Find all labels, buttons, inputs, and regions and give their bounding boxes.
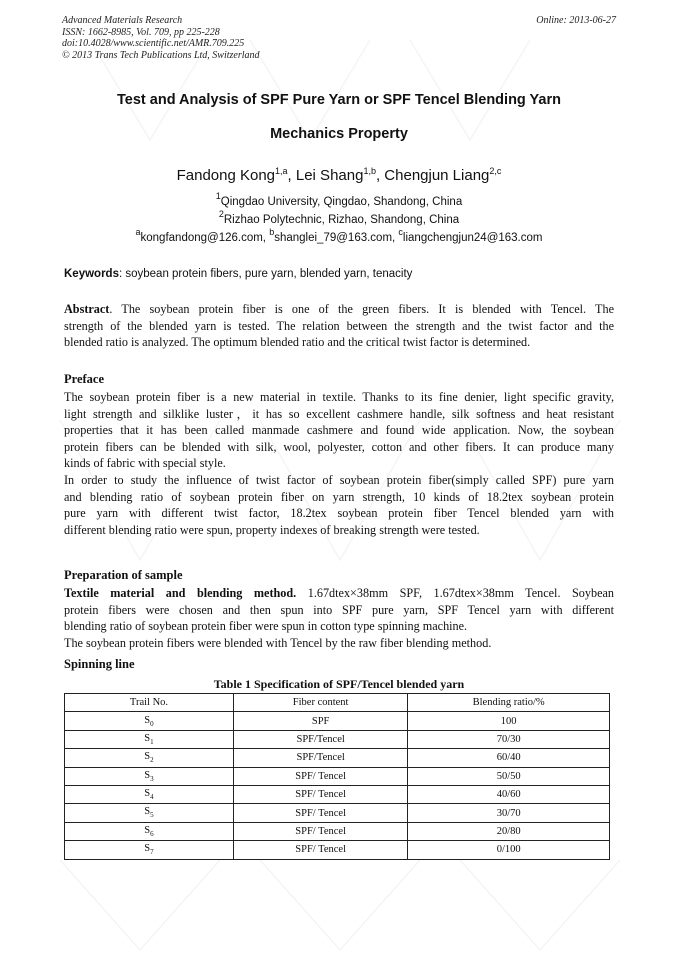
trail-subscript: 7 xyxy=(150,848,154,857)
preparation-line: The soybean protein fibers were blended with Tencel by the raw fiber blending method. xyxy=(64,635,492,650)
spinning-heading: Spinning line xyxy=(64,657,135,671)
preface-body xyxy=(64,389,614,538)
keywords xyxy=(64,268,412,280)
trail-symbol: S xyxy=(144,732,151,744)
fiber-cell: SPF/ Tencel xyxy=(233,785,407,803)
table-row xyxy=(65,712,610,730)
fiber-cell: SPF/ Tencel xyxy=(233,841,407,859)
journal-name: Advanced Materials Research xyxy=(62,15,183,26)
ratio-cell: 100 xyxy=(408,712,610,730)
preparation-body xyxy=(64,585,614,651)
preparation-label: Textile material and blending method. xyxy=(64,586,297,600)
email-text: liangchengjun24@163.com xyxy=(402,232,543,244)
fiber-cell: SPF/Tencel xyxy=(233,749,407,767)
email-text: shanglei_79@163.com, xyxy=(274,232,399,244)
fiber-cell: SPF/Tencel xyxy=(233,730,407,748)
trail-symbol: S xyxy=(144,788,151,800)
specification-table xyxy=(64,693,610,860)
trail-cell xyxy=(65,785,234,803)
author-list: Fandong Kong$^{1,a}$, Lei Shang$^{1,b}$, Chengjun Liang$^{2,c}$ xyxy=(176,166,502,184)
table-row xyxy=(65,841,610,859)
trail-subscript: 5 xyxy=(150,811,154,820)
table-row xyxy=(65,804,610,822)
copyright-line: © 2013 Trans Tech Publications Ltd, Switzerland xyxy=(62,49,260,61)
abstract-line: strength of the blended yarn is tested. The relation between the strength and the twist factor and the xyxy=(64,318,614,333)
abstract xyxy=(64,301,614,351)
preface-line: different blending ratio were spun, property indexes of breaking strength were tested. xyxy=(64,522,480,537)
ratio-cell: 30/70 xyxy=(408,804,610,822)
table-header-cell: Trail No. xyxy=(65,694,234,712)
abstract-line xyxy=(64,301,614,318)
author-name: Fandong Kong xyxy=(176,167,276,184)
author-sup: 1,a xyxy=(275,166,288,176)
table-header-cell: Blending ratio/% xyxy=(408,694,610,712)
author-name: Lei Shang xyxy=(295,167,364,184)
table-row xyxy=(65,822,610,840)
trail-subscript: 4 xyxy=(150,793,154,802)
paper-title-line2: Mechanics Property xyxy=(270,126,408,142)
preface-line: kinds of fabric with special style. xyxy=(64,456,226,471)
table-row xyxy=(65,730,610,748)
trail-symbol: S xyxy=(144,824,151,836)
abstract-label: Abstract xyxy=(64,302,110,316)
email-text: kongfandong@126.com, xyxy=(140,232,270,244)
preparation-line xyxy=(64,585,614,602)
affiliation-sup: 2 xyxy=(218,209,224,219)
trail-symbol: S xyxy=(144,751,151,763)
ratio-cell: 20/80 xyxy=(408,822,610,840)
preface-line: In order to study the influence of twist factor of soybean protein fiber(simply called SPF) pure yarn xyxy=(64,472,614,487)
affiliation-1 xyxy=(40,191,638,208)
trail-symbol: S xyxy=(144,769,151,781)
trail-subscript: 2 xyxy=(150,756,154,765)
fiber-cell: SPF/ Tencel xyxy=(233,804,407,822)
online-date: Online: 2013-06-27 xyxy=(536,15,616,26)
author-name: Chengjun Liang xyxy=(384,167,490,184)
ratio-cell: 50/50 xyxy=(408,767,610,785)
trail-subscript: 3 xyxy=(150,774,154,783)
trail-subscript: 0 xyxy=(150,719,154,728)
trail-cell xyxy=(65,767,234,785)
preface-line: light strength and silklike luster，it has so excellent cashmere handle, silk softness and heat resistant xyxy=(64,406,614,421)
preparation-heading: Preparation of sample xyxy=(64,568,183,582)
table-header-cell: Fiber content xyxy=(233,694,407,712)
abstract-text: . The soybean protein fiber is one of the green fibers. It is blended with Tencel. The xyxy=(109,302,614,316)
affiliation-sup: 1 xyxy=(215,191,221,201)
fiber-cell: SPF xyxy=(233,712,407,730)
abstract-line: blended ratio is analyzed. The optimum blended ratio and the critical twist factor is determined. xyxy=(64,335,531,350)
email-sup: a xyxy=(135,227,141,237)
trail-symbol: S xyxy=(144,843,151,855)
trail-cell xyxy=(65,841,234,859)
fiber-cell: SPF/ Tencel xyxy=(233,767,407,785)
preparation-text: 1.67dtex×38mm SPF, 1.67dtex×38mm Tencel. Soybean xyxy=(296,586,614,600)
email-sup: b xyxy=(269,227,275,237)
fiber-cell: SPF/ Tencel xyxy=(233,822,407,840)
affiliation-text: Qingdao University, Qingdao, Shandong, China xyxy=(220,196,463,208)
ratio-cell: 0/100 xyxy=(408,841,610,859)
trail-subscript: 6 xyxy=(150,829,154,838)
trail-symbol: S xyxy=(144,806,151,818)
preface-line: and blending ratio of soybean protein fiber on yarn strength, 10 kinds of 18.2tex soybean protein xyxy=(64,489,614,504)
trail-cell xyxy=(65,712,234,730)
ratio-cell: 70/30 xyxy=(408,730,610,748)
journal-header xyxy=(62,15,260,61)
affiliation-2 xyxy=(40,209,638,226)
table-row xyxy=(65,785,610,803)
trail-subscript: 1 xyxy=(150,738,154,747)
preparation-line: blending ratio of soybean protein fiber were spun in cotton type spinning machine. xyxy=(64,619,468,634)
preface-line: The soybean protein fiber is a new material in textile. Thanks to its fine denier, light specific gravity, xyxy=(64,390,614,404)
table-header-row xyxy=(65,694,610,712)
author-sup: 1,b xyxy=(363,166,376,176)
paper-title-line1: Test and Analysis of SPF Pure Yarn or SPF Tencel Blending Yarn xyxy=(117,92,561,108)
table-row xyxy=(65,749,610,767)
email-line xyxy=(40,227,638,244)
preface-line: properties that it has been called manmade cashmere and found wide application. Now, the soybean xyxy=(64,423,614,438)
preface-line: protein fibers can be blended with silk, wool, polyester, cotton and other fibers. It can produce many xyxy=(64,439,614,454)
ratio-cell: 60/40 xyxy=(408,749,610,767)
author-sup: 2,c xyxy=(489,166,502,176)
doi-line: doi:10.4028/www.scientific.net/AMR.709.225 xyxy=(62,38,245,49)
table-row xyxy=(65,767,610,785)
ratio-cell: 40/60 xyxy=(408,785,610,803)
trail-cell xyxy=(65,804,234,822)
issn-line: ISSN: 1662-8985, Vol. 709, pp 225-228 xyxy=(62,26,220,38)
trail-cell xyxy=(65,730,234,748)
trail-symbol: S xyxy=(144,714,151,726)
affiliation-text: Rizhao Polytechnic, Rizhao, Shandong, China xyxy=(223,214,460,226)
keywords-label: Keywords xyxy=(64,268,119,280)
preparation-line: protein fibers were chosen and then spun into SPF pure yarn, SPF Tencel yarn with different xyxy=(64,602,614,617)
trail-cell xyxy=(65,822,234,840)
trail-cell xyxy=(65,749,234,767)
preface-line: pure yarn with different twist factor, 18.2tex soybean protein fiber Tencel blended yarn with xyxy=(64,506,614,521)
email-sup: c xyxy=(398,227,403,237)
table-caption: Table 1 Specification of SPF/Tencel blended yarn xyxy=(213,677,465,691)
keywords-text: : soybean protein fibers, pure yarn, blended yarn, tenacity xyxy=(118,268,413,280)
preface-heading: Preface xyxy=(64,372,105,386)
